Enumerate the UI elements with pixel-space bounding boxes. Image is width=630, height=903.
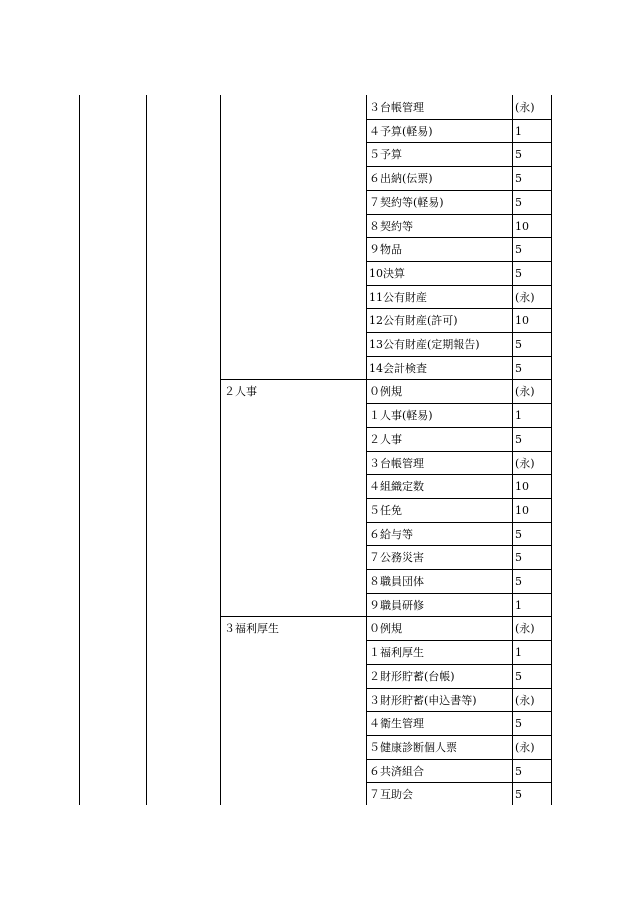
item-name: ４予算(軽易) bbox=[369, 125, 433, 138]
row-divider bbox=[366, 427, 552, 428]
retention-period: 5 bbox=[515, 267, 522, 280]
column-border bbox=[366, 95, 367, 805]
retention-period: 5 bbox=[515, 148, 522, 161]
retention-period: 1 bbox=[515, 646, 522, 659]
item-name: ６給与等 bbox=[369, 528, 413, 541]
group-divider bbox=[220, 379, 552, 380]
retention-period: 5 bbox=[515, 338, 522, 351]
row-divider bbox=[366, 782, 552, 783]
item-name: ０例規 bbox=[369, 622, 402, 635]
row-divider bbox=[366, 285, 552, 286]
middle-category-label: ２人事 bbox=[224, 385, 257, 398]
group-divider bbox=[220, 616, 552, 617]
item-name: ３台帳管理 bbox=[369, 457, 424, 470]
item-name: ２人事 bbox=[369, 433, 402, 446]
row-divider bbox=[366, 569, 552, 570]
column-border bbox=[551, 95, 552, 805]
row-divider bbox=[366, 451, 552, 452]
row-divider bbox=[366, 190, 552, 191]
retention-period: 10 bbox=[515, 504, 529, 517]
retention-period: (永) bbox=[515, 622, 535, 635]
item-name: ３財形貯蓄(申込書等) bbox=[369, 694, 477, 707]
item-name: ８契約等 bbox=[369, 220, 413, 233]
row-divider bbox=[366, 664, 552, 665]
item-name: ７公務災害 bbox=[369, 551, 424, 564]
retention-period: (永) bbox=[515, 457, 535, 470]
item-name: ７互助会 bbox=[369, 788, 413, 801]
row-divider bbox=[366, 688, 552, 689]
item-name: ５健康診断個人票 bbox=[369, 741, 457, 754]
row-divider bbox=[366, 711, 552, 712]
item-name: ９物品 bbox=[369, 243, 402, 256]
item-name: 10決算 bbox=[369, 267, 405, 280]
row-divider bbox=[366, 332, 552, 333]
item-name: ９職員研修 bbox=[369, 599, 424, 612]
item-name: ４組織定数 bbox=[369, 480, 424, 493]
row-divider bbox=[366, 142, 552, 143]
retention-period: 5 bbox=[515, 788, 522, 801]
retention-period: 5 bbox=[515, 243, 522, 256]
row-divider bbox=[366, 640, 552, 641]
row-divider bbox=[366, 474, 552, 475]
retention-period: 5 bbox=[515, 575, 522, 588]
column-border bbox=[220, 95, 221, 805]
retention-period: 5 bbox=[515, 433, 522, 446]
row-divider bbox=[366, 735, 552, 736]
retention-period: (永) bbox=[515, 385, 535, 398]
item-name: 12公有財産(許可) bbox=[369, 314, 458, 327]
retention-period: (永) bbox=[515, 741, 535, 754]
row-divider bbox=[366, 261, 552, 262]
retention-period: 5 bbox=[515, 362, 522, 375]
middle-category-label: ３福利厚生 bbox=[224, 622, 279, 635]
retention-period: 5 bbox=[515, 765, 522, 778]
row-divider bbox=[366, 498, 552, 499]
item-name: １人事(軽易) bbox=[369, 409, 433, 422]
retention-period: 5 bbox=[515, 196, 522, 209]
retention-period: 1 bbox=[515, 125, 522, 138]
column-border bbox=[146, 95, 147, 805]
retention-period: 1 bbox=[515, 599, 522, 612]
retention-period: 5 bbox=[515, 551, 522, 564]
retention-period: 1 bbox=[515, 409, 522, 422]
item-name: 13公有財産(定期報告) bbox=[369, 338, 480, 351]
retention-period: (永) bbox=[515, 101, 535, 114]
item-name: ６共済組合 bbox=[369, 765, 424, 778]
row-divider bbox=[366, 308, 552, 309]
retention-period: (永) bbox=[515, 694, 535, 707]
retention-period: (永) bbox=[515, 291, 535, 304]
row-divider bbox=[366, 237, 552, 238]
item-name: ５任免 bbox=[369, 504, 402, 517]
row-divider bbox=[366, 522, 552, 523]
item-name: １福利厚生 bbox=[369, 646, 424, 659]
retention-period: 10 bbox=[515, 480, 529, 493]
retention-period: 10 bbox=[515, 220, 529, 233]
row-divider bbox=[366, 593, 552, 594]
row-divider bbox=[366, 759, 552, 760]
row-divider bbox=[366, 166, 552, 167]
column-border bbox=[512, 95, 513, 805]
retention-period: 5 bbox=[515, 717, 522, 730]
item-name: ２財形貯蓄(台帳) bbox=[369, 670, 455, 683]
row-divider bbox=[366, 545, 552, 546]
row-divider bbox=[366, 119, 552, 120]
item-name: ３台帳管理 bbox=[369, 101, 424, 114]
row-divider bbox=[366, 356, 552, 357]
item-name: ８職員団体 bbox=[369, 575, 424, 588]
item-name: ０例規 bbox=[369, 385, 402, 398]
item-name: ６出納(伝票) bbox=[369, 172, 433, 185]
column-border bbox=[79, 95, 80, 805]
retention-period: 5 bbox=[515, 670, 522, 683]
item-name: 11公有財産 bbox=[369, 291, 427, 304]
row-divider bbox=[366, 214, 552, 215]
retention-period: 10 bbox=[515, 314, 529, 327]
item-name: ７契約等(軽易) bbox=[369, 196, 444, 209]
item-name: ４衛生管理 bbox=[369, 717, 424, 730]
row-divider bbox=[366, 403, 552, 404]
retention-period: 5 bbox=[515, 528, 522, 541]
item-name: ５予算 bbox=[369, 148, 402, 161]
item-name: 14会計検査 bbox=[369, 362, 427, 375]
retention-period: 5 bbox=[515, 172, 522, 185]
